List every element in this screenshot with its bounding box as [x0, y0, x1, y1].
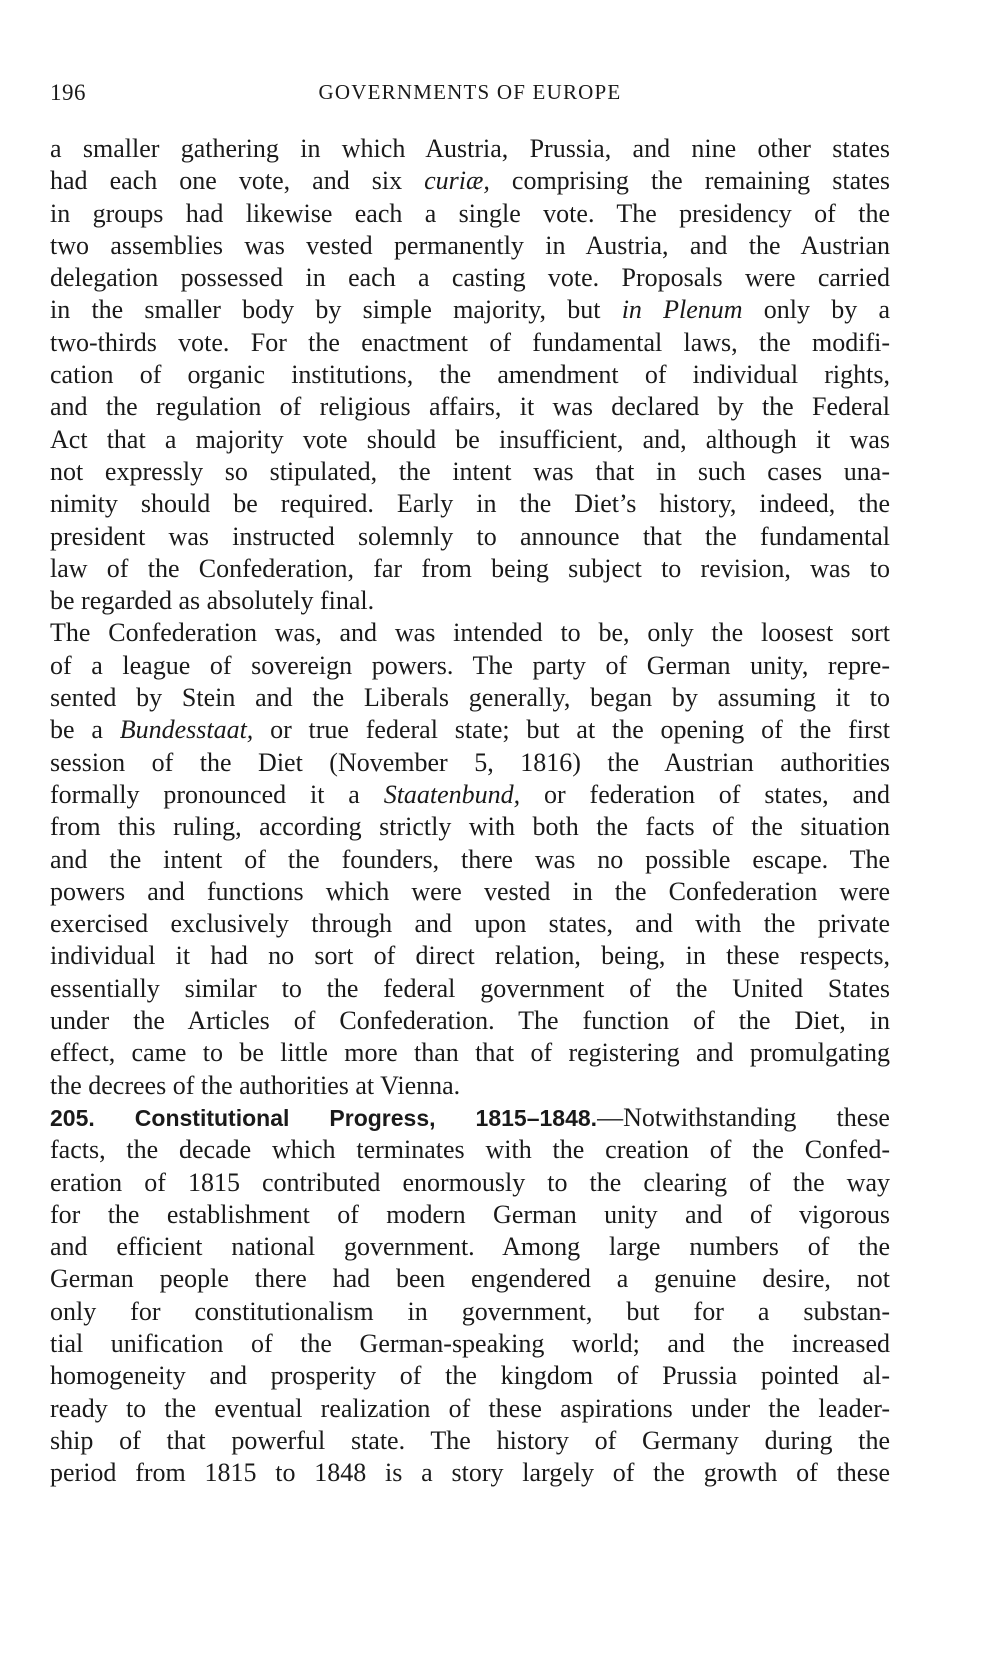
text-line [50, 585, 890, 617]
text-line [50, 1296, 890, 1328]
page-header [50, 80, 890, 114]
text-line [50, 262, 890, 294]
text-line [50, 908, 890, 940]
text-line [50, 1360, 890, 1392]
text-run: The Confederation was, and was intended to be, only the loosest sort [50, 618, 890, 648]
text-line [50, 391, 890, 423]
text-line [50, 973, 890, 1005]
text-run: be a [50, 715, 120, 745]
text-line [50, 456, 890, 488]
text-line [50, 811, 890, 843]
text-line [50, 1231, 890, 1263]
text-run: tial unification of the German-speaking world; and the increased [50, 1328, 890, 1358]
text-run: effect, came to be little more than that of registering and promulgating [50, 1038, 890, 1068]
text-line [50, 1328, 890, 1360]
text-line [50, 1102, 890, 1134]
text-run: had each one vote, and six [50, 166, 425, 196]
text-line [50, 1425, 890, 1457]
text-run: homogeneity and prosperity of the kingdom of Prussia pointed al- [50, 1361, 890, 1391]
text-run: from this ruling, according strictly with both the facts of the situation [50, 812, 890, 842]
text-line [50, 133, 890, 165]
italic-text: Bundesstaat, [119, 715, 254, 745]
italic-text: curiæ, [424, 166, 490, 196]
text-run: sented by Stein and the Liberals generally, began by assuming it to [50, 683, 890, 713]
text-line [50, 1005, 890, 1037]
text-run: period from 1815 to 1848 is a story largely of the growth of these [50, 1458, 890, 1488]
text-run: under the Articles of Confederation. The function of the Diet, in [50, 1006, 890, 1036]
text-line [50, 424, 890, 456]
text-run: nimity should be required. Early in the Diet’s history, indeed, the [50, 489, 890, 519]
text-line [50, 876, 890, 908]
text-run: or federation of states, and [520, 779, 890, 809]
text-run: be regarded as absolutely final. [50, 586, 375, 616]
text-run: in groups had likewise each a single vote. The presidency of the [50, 198, 890, 228]
text-run: for the establishment of modern German unity and of vigorous [50, 1199, 890, 1229]
text-run: and the intent of the founders, there was no possible escape. The [50, 844, 890, 874]
text-line [50, 714, 890, 746]
text-run: of a league of sovereign powers. The party of German unity, repre- [50, 650, 890, 680]
text-line [50, 1393, 890, 1425]
text-run: a smaller gathering in which Austria, Prussia, and nine other states [50, 134, 890, 163]
text-run: or true federal state; but at the opening of the first [253, 715, 890, 745]
text-line [50, 650, 890, 682]
text-run: only for constitutionalism in government, but for a substan- [50, 1296, 890, 1326]
text-line [50, 1037, 890, 1069]
text-line [50, 1167, 890, 1199]
text-run: law of the Confederation, far from being subject to revision, was to [50, 553, 890, 583]
text-line [50, 682, 890, 714]
text-run: individual it had no sort of direct relation, being, in these respects, [50, 941, 890, 971]
running-head: GOVERNMENTS OF EUROPE [318, 80, 622, 104]
text-line [50, 617, 890, 649]
text-line [50, 844, 890, 876]
text-run: powers and functions which were vested in the Confederation were [50, 876, 890, 906]
text-line [50, 1134, 890, 1166]
text-line [50, 1199, 890, 1231]
text-line [50, 1070, 890, 1102]
text-run: not expressly so stipulated, the intent was that in such cases una- [50, 456, 890, 486]
text-run: president was instructed solemnly to announce that the fundamental [50, 521, 890, 551]
text-line [50, 198, 890, 230]
text-run: session of the Diet (November 5, 1816) the Austrian authorities [50, 747, 890, 777]
text-line [50, 294, 890, 326]
section-heading: 205. Constitutional Progress, 1815–1848. [50, 1104, 598, 1131]
text-run: ship of that powerful state. The history of Germany during the [50, 1425, 890, 1455]
italic-text: Staatenbund, [383, 779, 521, 809]
text-line [50, 359, 890, 391]
text-line [50, 940, 890, 972]
text-run: essentially similar to the federal government of the United States [50, 973, 890, 1003]
text-line [50, 779, 890, 811]
italic-text: in Plenum [621, 295, 743, 325]
body-text [50, 133, 890, 1489]
text-line [50, 230, 890, 262]
text-run: cation of organic institutions, the amendment of individual rights, [50, 360, 890, 390]
text-line [50, 488, 890, 520]
text-run: two assemblies was vested permanently in Austria, and the Austrian [50, 230, 890, 260]
text-run: —Notwithstanding these [597, 1102, 890, 1132]
text-run: ready to the eventual realization of these aspirations under the leader- [50, 1393, 890, 1423]
text-run: delegation possessed in each a casting vote. Proposals were carried [50, 263, 890, 293]
text-line [50, 1263, 890, 1295]
text-line [50, 553, 890, 585]
text-line [50, 747, 890, 779]
text-run: formally pronounced it a [50, 779, 384, 809]
text-run: eration of 1815 contributed enormously to the clearing of the way [50, 1167, 890, 1197]
text-line [50, 1457, 890, 1489]
text-line [50, 327, 890, 359]
text-run: the decrees of the authorities at Vienna. [50, 1070, 461, 1100]
text-run: two-thirds vote. For the enactment of fundamental laws, the modifi- [50, 327, 890, 357]
text-line [50, 521, 890, 553]
text-run: and efficient national government. Among large numbers of the [50, 1232, 890, 1262]
text-run: German people there had been engendered a genuine desire, not [50, 1264, 890, 1294]
text-run: exercised exclusively through and upon states, and with the private [50, 909, 890, 939]
text-run: comprising the remaining states [489, 166, 890, 196]
text-run: and the regulation of religious affairs, it was declared by the Federal [50, 392, 890, 422]
text-run: facts, the decade which terminates with the creation of the Confed- [50, 1135, 890, 1165]
page-number: 196 [50, 80, 86, 105]
text-run: only by a [742, 295, 890, 325]
text-run: in the smaller body by simple majority, but [50, 295, 622, 325]
text-run: Act that a majority vote should be insufficient, and, although it was [50, 424, 890, 454]
text-line [50, 165, 890, 197]
